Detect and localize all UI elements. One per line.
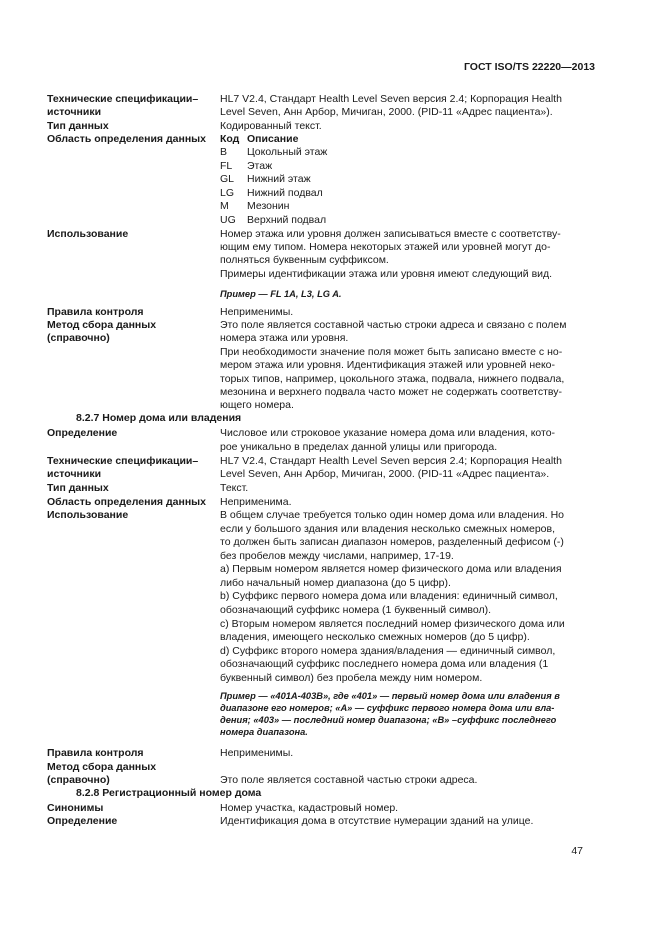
document-header: ГОСТ ISO/TS 22220—2013 — [463, 61, 595, 73]
definition-line: Числовое или строковое указание номера дома или владения, кото- — [220, 427, 556, 439]
definition-label: Определение — [47, 815, 118, 827]
usage-text-line: d) Суффикс второго номера здания/владения — единичный символ, — [220, 645, 556, 657]
usage-text-line: c) Вторым номером является последний номер физического дома или — [220, 618, 565, 630]
synonyms-value: Номер участка, кадастровый номер. — [220, 802, 399, 814]
data-type-label: Тип данных — [47, 120, 109, 132]
tech-spec-label-line1: Технические спецификации– — [47, 93, 199, 105]
code-cell: GL — [220, 173, 235, 185]
code-cell: LG — [220, 187, 235, 199]
usage-text-line: буквенный символ) без пробела между ним номером. — [220, 672, 483, 684]
usage-text-line: без пробелов между числами, например, 17-19. — [220, 550, 454, 562]
usage-text-line: обозначающий суффикс номера (1 буквенный символ). — [220, 604, 492, 616]
definition-value: Идентификация дома в отсутствие нумерации зданий на улице. — [220, 815, 534, 827]
usage-text-line: то должен быть записан диапазон номеров, разделенный дефисом (-) — [220, 536, 564, 548]
tech-spec-label-line2: источники — [47, 106, 102, 118]
tech-spec-label-line2: источники — [47, 468, 102, 480]
validation-rules-value: Неприменимы. — [220, 747, 294, 759]
description-cell: Верхний подвал — [247, 214, 327, 226]
usage-text-line: В общем случае требуется только один номер дома или владения. Но — [220, 509, 565, 521]
usage-text-line: либо начальный номер диапазона (до 5 цифр). — [220, 577, 451, 589]
collection-method-line: При необходимости значение поля может быть записано вместе с но- — [220, 346, 563, 358]
collection-method-line: ющего номера. — [220, 399, 294, 411]
section-heading: 8.2.8 Регистрационный номер дома — [76, 787, 262, 799]
definition-line: рое уникально в пределах данной улицы или пригорода. — [220, 441, 498, 453]
collection-method-value: Это поле является составной частью строки адреса. — [220, 774, 478, 786]
page-number: 47 — [571, 845, 583, 857]
validation-rules-label: Правила контроля — [47, 306, 144, 318]
collection-method-line: Это поле является составной частью строки адреса и связано с полем — [220, 319, 567, 331]
code-cell: FL — [220, 160, 233, 172]
code-column-header: Код — [220, 133, 240, 145]
data-domain-value: Неприменима. — [220, 496, 292, 508]
code-cell: M — [220, 200, 229, 212]
tech-spec-value-line2: Level Seven, Анн Арбор, Мичиган, 2000. (PID-11 «Адрес пациента». — [220, 468, 550, 480]
data-domain-label: Область определения данных — [47, 496, 206, 508]
definition-label: Определение — [47, 427, 118, 439]
collection-method-label-line1: Метод сбора данных — [47, 319, 157, 331]
example-note-line: Пример — «401А-403В», где «401» — первый номер дома или владения в — [220, 691, 560, 701]
tech-spec-value-line1: HL7 V2.4, Стандарт Health Level Seven версия 2.4; Корпорация Health — [220, 455, 562, 467]
usage-text-line: если у большого здания или владения несколько смежных номеров, — [220, 523, 556, 535]
usage-label: Использование — [47, 228, 129, 240]
tech-spec-value-line2: Level Seven, Анн Арбор, Мичиган, 2000. (PID-11 «Адрес пациента»). — [220, 106, 553, 118]
example-note-line: дения; «403» — последний номер диапазона; «В» –суффикс последнего — [220, 715, 557, 725]
data-domain-label: Область определения данных — [47, 133, 206, 145]
usage-text-line: b) Суффикс первого номера дома или владения: единичный символ, — [220, 590, 558, 602]
usage-label: Использование — [47, 509, 129, 521]
usage-text-line: a) Первым номером является номер физического дома или владения — [220, 563, 562, 575]
description-cell: Мезонин — [247, 200, 290, 212]
collection-method-line: торых типов, например, цокольного этажа, подвала, нижнего подвала, — [220, 373, 565, 385]
description-column-header: Описание — [247, 133, 299, 145]
collection-method-label-line1: Метод сбора данных — [47, 761, 157, 773]
validation-rules-label: Правила контроля — [47, 747, 144, 759]
code-cell: UG — [220, 214, 236, 226]
data-type-value: Текст. — [220, 482, 249, 494]
description-cell: Нижний этаж — [247, 173, 311, 185]
code-cell: B — [220, 146, 228, 158]
description-cell: Цокольный этаж — [247, 146, 328, 158]
example-note-line: диапазоне его номеров; «А» — суффикс первого номера дома или вла- — [220, 703, 555, 713]
collection-method-label-line2: (справочно) — [47, 332, 110, 344]
section-heading: 8.2.7 Номер дома или владения — [76, 412, 242, 424]
example-note-line: номера диапазона. — [220, 727, 308, 737]
description-cell: Нижний подвал — [247, 187, 323, 199]
example-note: Пример — FL 1A, L3, LG A. — [220, 289, 342, 299]
tech-spec-label-line1: Технические спецификации– — [47, 455, 199, 467]
collection-method-label-line2: (справочно) — [47, 774, 110, 786]
tech-spec-value-line1: HL7 V2.4, Стандарт Health Level Seven версия 2.4; Корпорация Health — [220, 93, 562, 105]
collection-method-line: мером этажа или уровня. Идентификация этажей или уровней неко- — [220, 359, 556, 371]
usage-text-line: полняться буквенным суффиксом. — [220, 254, 389, 266]
usage-text-line: владения, имеющего несколько смежных номеров (до 5 цифр). — [220, 631, 530, 643]
usage-text-line: ющим ему типом. Номера некоторых этажей или уровней могут до- — [220, 241, 551, 253]
description-cell: Этаж — [247, 160, 273, 172]
data-type-label: Тип данных — [47, 482, 109, 494]
usage-text-line: Примеры идентификации этажа или уровня имеют следующий вид. — [220, 268, 553, 280]
synonyms-label: Синонимы — [47, 802, 104, 814]
collection-method-line: мезонина и верхнего подвала часто может не содержать соответству- — [220, 386, 563, 398]
usage-text-line: обозначающий суффикс последнего номера дома или владения (1 — [220, 658, 549, 670]
validation-rules-value: Неприменимы. — [220, 306, 294, 318]
data-type-value: Кодированный текст. — [220, 120, 322, 132]
usage-text-line: Номер этажа или уровня должен записываться вместе с соответству- — [220, 228, 561, 240]
collection-method-line: номера этажа или уровня. — [220, 332, 349, 344]
